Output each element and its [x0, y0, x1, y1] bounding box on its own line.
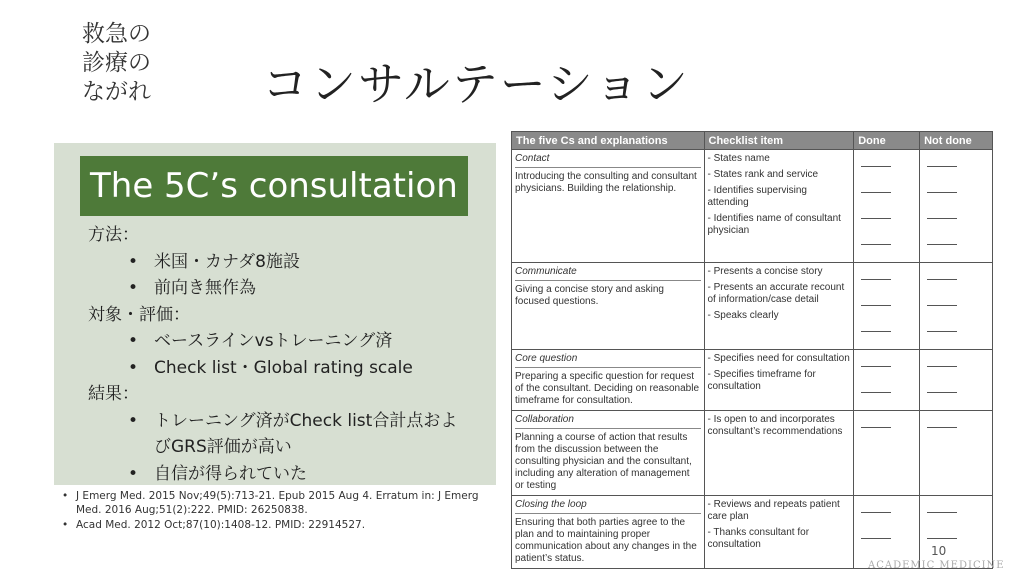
- reference-text: J Emerg Med. 2015 Nov;49(5):713-21. Epub 2015 Aug 4. Erratum in: J Emerg Med. 2016 Aug;51(2):222. PMID: 26250838.: [76, 490, 479, 516]
- checklist-cell: [704, 496, 854, 569]
- bullet-text: ベースラインvsトレーニング済: [154, 331, 393, 351]
- column-header: Checklist item: [704, 132, 854, 150]
- c-explanation-cell: [512, 350, 705, 411]
- c-explanation-cell: [512, 150, 705, 263]
- bullet-text: 自信が得られていた: [154, 463, 307, 484]
- blank-line: [861, 268, 891, 280]
- body-bullet: [88, 355, 458, 382]
- panel-banner: The 5C’s consultation: [80, 156, 468, 216]
- body-bullet: [88, 249, 458, 276]
- done-cell: [854, 350, 920, 411]
- checklist-item: - Is open to and incorporates consultant’s recommendations: [707, 414, 843, 437]
- not-done-cell: [920, 411, 993, 496]
- reference-item: • J Emerg Med. 2015 Nov;49(5):713-21. Epub 2015 Aug 4. Erratum in: J Emerg Med. 2016 Aug;51(2):222. PMID: 26250838.: [62, 490, 479, 516]
- blank-line: [861, 501, 891, 513]
- references: [60, 490, 480, 535]
- blank-line: [927, 355, 957, 367]
- done-cell: [854, 150, 920, 263]
- blank-line: [927, 181, 957, 193]
- section-title-line: ながれ: [82, 79, 151, 105]
- c-name: Closing the loop: [515, 499, 701, 514]
- c-name: Collaboration: [515, 414, 701, 429]
- checklist-cell: [704, 411, 854, 496]
- not-done-cell: [920, 150, 993, 263]
- checklist-item: - States rank and service: [707, 169, 819, 180]
- c-description: Ensuring that both parties agree to the plan and to maintaining proper communication about any changes in the patient’s status.: [515, 517, 697, 564]
- body-bullet: [88, 275, 458, 302]
- body-bullet: [88, 408, 458, 461]
- bullet-text: 米国・カナダ8施設: [154, 251, 300, 272]
- body-bullet: [88, 461, 458, 488]
- blank-line: [861, 181, 891, 193]
- blank-line: [861, 155, 891, 167]
- bullet-marker: •: [128, 331, 139, 351]
- checklist-cell: [704, 263, 854, 350]
- table-header-row: [512, 132, 993, 150]
- checklist-item: - Thanks consultant for consultation: [707, 527, 810, 550]
- c-name: Communicate: [515, 266, 701, 281]
- bullet-marker: •: [128, 357, 139, 378]
- section-title-line: 診療の: [82, 50, 151, 76]
- blank-line: [861, 355, 891, 367]
- checklist-cell: [704, 350, 854, 411]
- table-row: [512, 150, 993, 263]
- table-row: [512, 350, 993, 411]
- blank-line: [927, 416, 957, 428]
- c-explanation-cell: [512, 411, 705, 496]
- bullet-marker: •: [128, 251, 139, 272]
- body-heading: 結果：: [88, 384, 139, 404]
- not-done-cell: [920, 263, 993, 350]
- checklist-item: - Presents an accurate recount of information/case detail: [707, 282, 845, 305]
- bullet-text: Check list・Global rating scale: [154, 357, 413, 378]
- c-explanation-cell: [512, 263, 705, 350]
- body-list: [88, 222, 458, 487]
- c-name: Core question: [515, 353, 701, 368]
- checklist-item: - States name: [707, 153, 770, 164]
- blank-line: [861, 207, 891, 219]
- done-cell: [854, 263, 920, 350]
- checklist-item: - Presents a concise story: [707, 266, 823, 277]
- done-cell: [854, 411, 920, 496]
- blank-line: [927, 381, 957, 393]
- done-cell: [854, 496, 920, 569]
- checklist-item: - Specifies timeframe for consultation: [707, 369, 816, 392]
- blank-line: [861, 381, 891, 393]
- blank-line: [861, 527, 891, 539]
- reference-text: Acad Med. 2012 Oct;87(10):1408-12. PMID: 22914527.: [76, 519, 366, 531]
- slide-title: コンサルテーション: [262, 57, 690, 111]
- checklist-item: - Identifies supervising attending: [707, 185, 807, 208]
- checklist-item: - Identifies name of consultant physician: [707, 213, 841, 236]
- body-heading: 対象・評価：: [88, 304, 190, 325]
- checklist-item: - Reviews and repeats patient care plan: [707, 499, 840, 522]
- c-name: Contact: [515, 153, 701, 168]
- blank-line: [927, 233, 957, 245]
- table-row: [512, 496, 993, 569]
- blank-line: [927, 501, 957, 513]
- section-title-line: 救急の: [82, 21, 151, 47]
- body-bullet: [88, 328, 458, 355]
- column-header: Done: [854, 132, 920, 150]
- not-done-cell: [920, 350, 993, 411]
- c-description: Introducing the consulting and consultant physicians. Building the relationship.: [515, 171, 697, 194]
- checklist-item: - Speaks clearly: [707, 310, 779, 321]
- five-cs-table: [511, 131, 993, 569]
- column-header: Not done: [920, 132, 993, 150]
- reference-item: • Acad Med. 2012 Oct;87(10):1408-12. PMID: 22914527.: [62, 519, 366, 531]
- bullet-text: 前向き無作為: [154, 278, 256, 298]
- c-explanation-cell: [512, 496, 705, 569]
- blank-line: [861, 320, 891, 332]
- body-heading: 方法：: [88, 225, 139, 245]
- c-description: Preparing a specific question for request of the consultant. Deciding on reasonable timeframe for consultation.: [515, 371, 700, 406]
- blank-line: [927, 268, 957, 280]
- section-title: [82, 20, 151, 107]
- checklist-item: - Specifies need for consultation: [707, 353, 850, 364]
- table-row: [512, 263, 993, 350]
- publisher-watermark: ACADEMIC MEDICINE: [868, 560, 1005, 571]
- bullet-marker: •: [128, 410, 139, 431]
- blank-line: [861, 294, 891, 306]
- blank-line: [927, 320, 957, 332]
- checklist-cell: [704, 150, 854, 263]
- c-description: Planning a course of action that results from the discussion between the consulting physician and the consultant, including any alteration of management or testing: [515, 432, 692, 491]
- blank-line: [927, 294, 957, 306]
- c-description: Giving a concise story and asking focused questions.: [515, 284, 664, 307]
- slide-number: 10: [931, 544, 947, 558]
- blank-line: [861, 416, 891, 428]
- bullet-marker: •: [128, 278, 139, 298]
- table-row: [512, 411, 993, 496]
- bullet-marker: •: [128, 463, 139, 484]
- blank-line: [861, 233, 891, 245]
- column-header: The five Cs and explanations: [512, 132, 705, 150]
- blank-line: [927, 527, 957, 539]
- blank-line: [927, 207, 957, 219]
- bullet-text: トレーニング済がCheck list合計点およびGRS評価が高い: [154, 410, 458, 457]
- blank-line: [927, 155, 957, 167]
